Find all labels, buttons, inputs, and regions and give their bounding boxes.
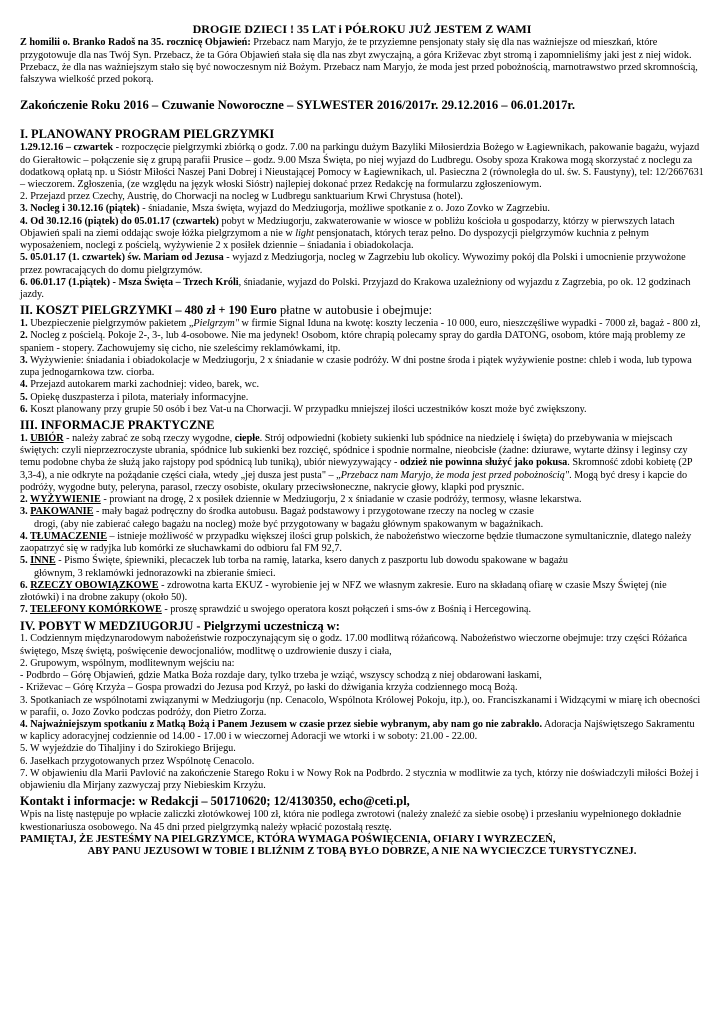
info-mandatory-label: RZECZY OBOWIĄZKOWE	[30, 579, 159, 591]
cost-item-2-text: Nocleg z pościelą. Pokoje 2-, 3-, lub 4-osobowe. Nie ma jedynek! Osobom, które chrapią polecamy spray do gardła DATONG, osobom, które mają problemy ze spaniem - stopery. Zachowujemy się cicho, nie szeleścimy reklamówkami, itp.	[20, 330, 686, 354]
info-other-number: 5.	[20, 555, 31, 567]
info-food-number: 2.	[20, 494, 31, 506]
info-packing-label: PAKOWANIE	[30, 506, 94, 518]
cost-item-6	[20, 404, 704, 416]
program-day-5-text: - wyjazd z Medziugorja, nocleg w Zagrzebiu lub okolicy. Wywozimy pokój dla Polski i umocnienie przywożone przez powracających do domu pielgrzymów.	[20, 252, 686, 276]
program-day-4-text-a: pobyt w Medziugorju, zakwaterowanie w wiosce w pobliżu kościoła u gospodarzy, którzy w pierwszych latach Objawień spali na ziemi oddając swoje łóżka pielgrzymom a nie w	[20, 215, 675, 239]
info-packing-continued: drogi, (aby nie zabierać całego bagażu na nocleg) może być przygotowany w bagażu głównym spakowanym w bagażnikach.	[34, 518, 544, 530]
info-food-text: - prowiant na drogę, 2 x posiłek dziennie w Medziugorju, 2 x śniadanie w czasie podróży, termosy, własne lekarstwa.	[100, 494, 582, 506]
cost-item-5	[20, 392, 704, 404]
stay-item-7: 7. W objawieniu dla Marii Pavlović na zakończenie Starego Roku i w Nowy Rok na Podbrdo. 2 stycznia w modlitwie za tych, którzy nie doświadczyli miłości Bożej i objawieniu dla Mirjany zazwyczaj przy Niebieskim Krzyżu.	[20, 767, 699, 792]
info-clothing-quote: Przebacz nam Maryjo, że moda jest przed pobożnością"	[340, 469, 570, 481]
info-clothing	[20, 433, 704, 494]
cost-item-1-text-b: w firmie Signal Iduna na kwotę: koszty leczenia - 10 000, euro, nieszczęśliwe wypadki - 7000 zł, bagaż - 800 zł,	[239, 318, 701, 330]
program-day-4-date: 4. Od 30.12.16 (piątek) do 05.01.17 (czwartek)	[20, 215, 219, 227]
info-mandatory-number: 6.	[20, 579, 31, 591]
info-packing-text: - mały bagaż podręczny do środka autobusu. Bagaż podstawowy i przygotowane rzeczy na nocleg w czasie	[93, 506, 534, 518]
info-other-text: - Pismo Święte, śpiewniki, plecaczek lub torba na ramię, latarka, ksero danych z paszportu lub dowodu spakowane w bagażu	[55, 555, 569, 567]
stay-item-1: 1. Codziennym międzynarodowym nabożeństwie rozpoczynającym się o godz. 17.00 modlitwą różańcową. Nabożeństwo wieczorne obejmuje: trzy części Różańca świętego, Mszę świętą, poświęcenie dewocjonaliów, modlitwę o uzdrowienie duszy i ciała,	[20, 633, 688, 657]
program-day-5-date: 5. 05.01.17 (1. czwartek) św. Mariam od Jezusa	[20, 252, 224, 264]
intro-text: Przebacz nam Maryjo, że te przyziemne pensjonaty stały się dla nas ważniejsze od mieszkań, które przygotowuje dla nas Twój Syn. Przebacz, że ta Góra Objawień stała się dla nas zbyt zwyczajną, a góra Križevac zbyt stromą i zapomnieliśmy jaki jest z niej widok. Przebacz, że dla nas ważniejszym stało się być nowoczesnym niż Bożym. Przebacz nam Maryjo, że moda jest przed pobożnością, marnotrawstwo przed skromnością, fałszywa wielkość przed pokorą.	[20, 37, 698, 86]
program-day-5	[20, 252, 704, 276]
section-2-heading	[20, 303, 704, 318]
section-2-heading-bold: II. KOSZT PIELGRZYMKI – 480 zł + 190 Euro	[20, 303, 277, 318]
program-day-1-date: 1.29.12.16 – czwartek	[20, 142, 114, 154]
closing-line-2: ABY PANU JEZUSOWI W TOBIE I BLIŹNIM Z TOBĄ BYŁO DOBRZE, A NIE NA WYCIECZCE TURYSTYCZNEJ.	[87, 846, 637, 858]
info-clothing-text-c: . Skromność zdobi kobietę (2P 3,3-4), a nie odkryte na pożądanie części ciała, wtedy „jej dusza jest pusta" – „	[20, 457, 693, 481]
program-day-4-text-b: pensjonatach, których teraz pełno. Do dyspozycji pielgrzymów kuchnia z pełnym wyposażeniem, noclegi z pościelą, wyżywienie 2 x posiłek dziennie – śniadania i obiadokolacja.	[20, 227, 649, 252]
info-food-label: WYŻYWIENIE	[30, 494, 101, 506]
info-clothing-label: UBIÓR	[30, 432, 64, 444]
program-day-6-date: 6. 06.01.17 (1.piątek) - Msza Święta – Trzech Króli	[20, 276, 239, 288]
section-4-heading: IV. POBYT W MEDZIUGORJU - Pielgrzymi uczestniczą w:	[20, 618, 340, 633]
info-translation-label: TŁUMACZENIE	[30, 530, 107, 542]
program-day-3-text: - śniadanie, Msza święta, wyjazd do Medziugorja, możliwe spotkanie z o. Jozo Zovko w Zagrzebiu.	[139, 203, 550, 215]
program-day-2: 2. Przejazd przez Czechy, Austrię, do Chorwacji na nocleg w Ludbregu sanktuarium Krwi Chrystusa (hotel).	[20, 191, 463, 203]
cost-item-5-text: Opiekę duszpasterza i pilota, materiały informacyjne.	[27, 391, 249, 403]
cost-item-3	[20, 355, 704, 379]
stay-item-4	[20, 719, 704, 743]
cost-item-1-text-a: Ubezpieczenie pielgrzymów pakietem „	[27, 318, 194, 330]
stay-item-4-bold: 4. Najważniejszym spotkaniu z Matką Bożą i Panem Jezusem w czasie przez siebie wybranym, aby nam go nie zabrakło.	[20, 719, 543, 731]
info-other-label: INNE	[30, 555, 56, 567]
stay-item-2b: - Križevac – Górę Krzyża – Gospa prowadzi do Jezusa pod Krzyż, po łaski do dźwigania krzyża codziennego mocą Bożą.	[20, 682, 518, 694]
section-1-heading: I. PLANOWANY PROGRAM PIELGRZYMKI	[20, 127, 275, 142]
cost-item-3-number: 3.	[20, 354, 28, 366]
info-translation-text: – istnieje możliwość w przypadku większej ilości grup polskich, że nabożeństwo wieczorne będzie tłumaczone symultanicznie, dlatego należy zaopatrzyć się w radyjka lub komórki ze słuchawkami do odbioru fal FM 92,7.	[20, 530, 692, 555]
info-phones	[20, 604, 704, 616]
stay-item-2a: - Podbrdo – Górę Objawień, gdzie Matka Boża rozdaje dary, tylko trzeba je wziąć, wszyscy schodzą z niej obdarowani łaskami,	[20, 670, 542, 682]
section-3-heading: III. INFORMACJE PRAKTYCZNE	[20, 418, 215, 433]
intro-paragraph	[20, 37, 704, 86]
info-food	[20, 494, 704, 506]
program-day-3-date: 3. Nocleg i 30.12.16 (piątek)	[20, 203, 140, 215]
contact-heading: Kontakt i informacje: w Redakcji – 501710620; 12/4130350, echo@ceti.pl,	[20, 794, 410, 809]
cost-item-1	[20, 318, 704, 330]
cost-item-4	[20, 379, 704, 391]
cost-item-3-text: Wyżywienie: śniadania i obiadokolacje w Medziugorju, 2 x śniadanie w czasie podróży. W dni postne środa i piątek wyżywienie postne: chleb i woda, lub typowa zupa jednogarnkowa tzw. ciorba.	[20, 354, 692, 379]
info-packing-number: 3.	[20, 506, 31, 518]
cost-item-2	[20, 330, 704, 354]
stay-item-6: 6. Jasełkach przygotowanych przez Wspólnotę Cenacolo.	[20, 755, 255, 767]
cost-item-5-number: 5.	[20, 391, 28, 403]
info-phones-number: 7.	[20, 604, 31, 616]
program-day-1-text: - rozpoczęcie pielgrzymki zbiórką o godz. 7.00 na parkingu dużym Bazyliki Miłosierdzia Bożego w Łagiewnikach, pakowanie bagażu, wyjazd do Gierałtowic – połączenie się z grupą parafii Prusice – godz. 9.00 Msza Święta, po niej wyjazd do Ludbregu. Osoby spoza Krakowa mogą skorzystać z noclegu za dodatkową opłatą np. u Sióstr Miłości Naszej Pani Dobrej i Nieustającej Pomocy w Łagiewnikach, ul. Pasieczna 2 (równoległa do ul. św. S. Faustyny), tel: 12/2667631 – wieczorem. Zgłoszenia, (ze względu na język włoski Sióstr) najlepiej dokonać przez Redakcję na formularzu zgłoszeniowym.	[20, 142, 704, 191]
info-phones-text: - proszę sprawdzić u swojego operatora koszt połączeń i sms-ów z Bośnią i Hercegowiną.	[161, 604, 531, 616]
contact-text: Wpis na listę następuje po wpłacie zaliczki złotówkowej 100 zł, która nie podlega zwrotowi (należy znaleźć za siebie osobę) i przesłaniu wypełnionego dokładnie kwestionariusza osobowego. Na 45 dni przed pielgrzymką należy wpłacić pozostałą resztę.	[20, 809, 682, 833]
info-phones-label: TELEFONY KOMÓRKOWE	[30, 604, 162, 616]
cost-item-6-text: Koszt planowany przy grupie 50 osób i bez Vat-u na Chorwacji. W przypadku mniejszej ilości uczestników koszt może być zwiększony.	[27, 403, 587, 415]
info-mandatory-text: - zdrowotna karta EKUZ - wyrobienie jej w NFZ we własnym zakresie. Euro na składaną ofiarę w czasie Mszy Świętej (nie złotówki) i na drobne zakupy (około 50).	[20, 579, 667, 604]
info-clothing-number: 1.	[20, 432, 31, 444]
program-day-6	[20, 277, 704, 301]
info-translation	[20, 531, 704, 555]
cost-item-4-number: 4.	[20, 379, 28, 391]
page-title: DROGIE DZIECI ! 35 LAT i PÓŁROKU JUŻ JESTEM Z WAMI	[192, 22, 532, 36]
info-translation-number: 4.	[20, 530, 31, 542]
cost-item-1-italic: Pielgrzym"	[193, 318, 239, 330]
program-day-6-text: , śniadanie, wyjazd do Polski. Przyjazd do Krakowa uzależniony od wyjazdu z Zagrzebia, po ok. 12 godzinach jazdy.	[20, 276, 691, 301]
stay-item-3: 3. Spotkaniach ze wspólnotami związanymi w Medziugorju (np. Cenacolo, Wspólnota Królowej Pokoju, itp.), oo. Franciszkanami i Widzącymi w miarę ich obecności w parafii, o. Jozo Zovko podczas podróży, don Pietro Zorza.	[20, 694, 701, 718]
stay-item-4-text: Adoracja Najświętszego Sakramentu w kaplicy adoracyjnej codziennie od 14.00 - 17.00 i w wieczornej Adoracji we wtorki i w soboty: 21.00 - 22.00.	[20, 719, 695, 743]
stay-item-2: 2. Grupowym, wspólnym, modlitewnym wejściu na:	[20, 657, 235, 669]
info-clothing-text-a: - należy zabrać ze sobą rzeczy wygodne,	[63, 432, 235, 444]
info-packing	[20, 506, 704, 518]
cost-item-2-number: 2.	[20, 330, 28, 342]
stay-item-5: 5. W wyjeździe do Tihaljiny i do Szirokiego Brijegu.	[20, 743, 236, 755]
program-day-4-italic: light	[295, 227, 314, 239]
info-other-continued: głównym, 3 reklamówki jednorazowki na zbieranie śmieci.	[34, 567, 276, 579]
info-other	[20, 555, 704, 567]
cost-item-1-number: 1.	[20, 318, 28, 330]
info-clothing-bold-a: ciepłe	[234, 432, 260, 444]
cost-item-6-number: 6.	[20, 403, 28, 415]
program-day-4	[20, 216, 704, 253]
event-heading: Zakończenie Roku 2016 – Czuwanie Noworoczne – SYLWESTER 2016/2017r. 29.12.2016 – 06.01.2017r.	[20, 98, 575, 113]
info-clothing-text-d: . Mogą być dresy i kapcie do podróży, wygodne buty, peleryna, parasol, rzeczy osobiste, okulary przeciwsłoneczne, nakrycie głowy, klapki pod prysznic.	[20, 469, 688, 493]
info-clothing-text-b: . Strój odpowiedni (kobiety sukienki lub spódnice na niedzielę i święta) do przebywania w miejscach świętych: czyli nieprzezroczyste ubrania, spódnice lub sukienki bez rozcięć, spódnice i spodnie normalne, nieobcisłe (żadne: dziurawe, wytarte dżinsy i leginsy czy temu podobne chyba że służą jako rajstopy pod spódnicą lub tuniką), ubiór niewyzywający -	[20, 432, 688, 469]
info-clothing-bold-b: odzież nie powinna służyć jako pokusa	[399, 457, 568, 469]
info-mandatory	[20, 580, 704, 604]
section-2-heading-text: płatne w autobusie i obejmuje:	[276, 303, 433, 318]
closing-line-1: PAMIĘTAJ, ŻE JESTEŚMY NA PIELGRZYMCE, KTÓRA WYMAGA POŚWIĘCENIA, OFIARY I WYRZECZEŃ,	[20, 833, 556, 845]
program-day-3	[20, 203, 704, 215]
intro-source: Z homilii o. Branko Radoš na 35. rocznicę Objawień:	[20, 37, 251, 49]
cost-item-4-text: Przejazd autokarem marki zachodniej: video, barek, wc.	[27, 379, 260, 391]
program-day-1	[20, 142, 704, 191]
